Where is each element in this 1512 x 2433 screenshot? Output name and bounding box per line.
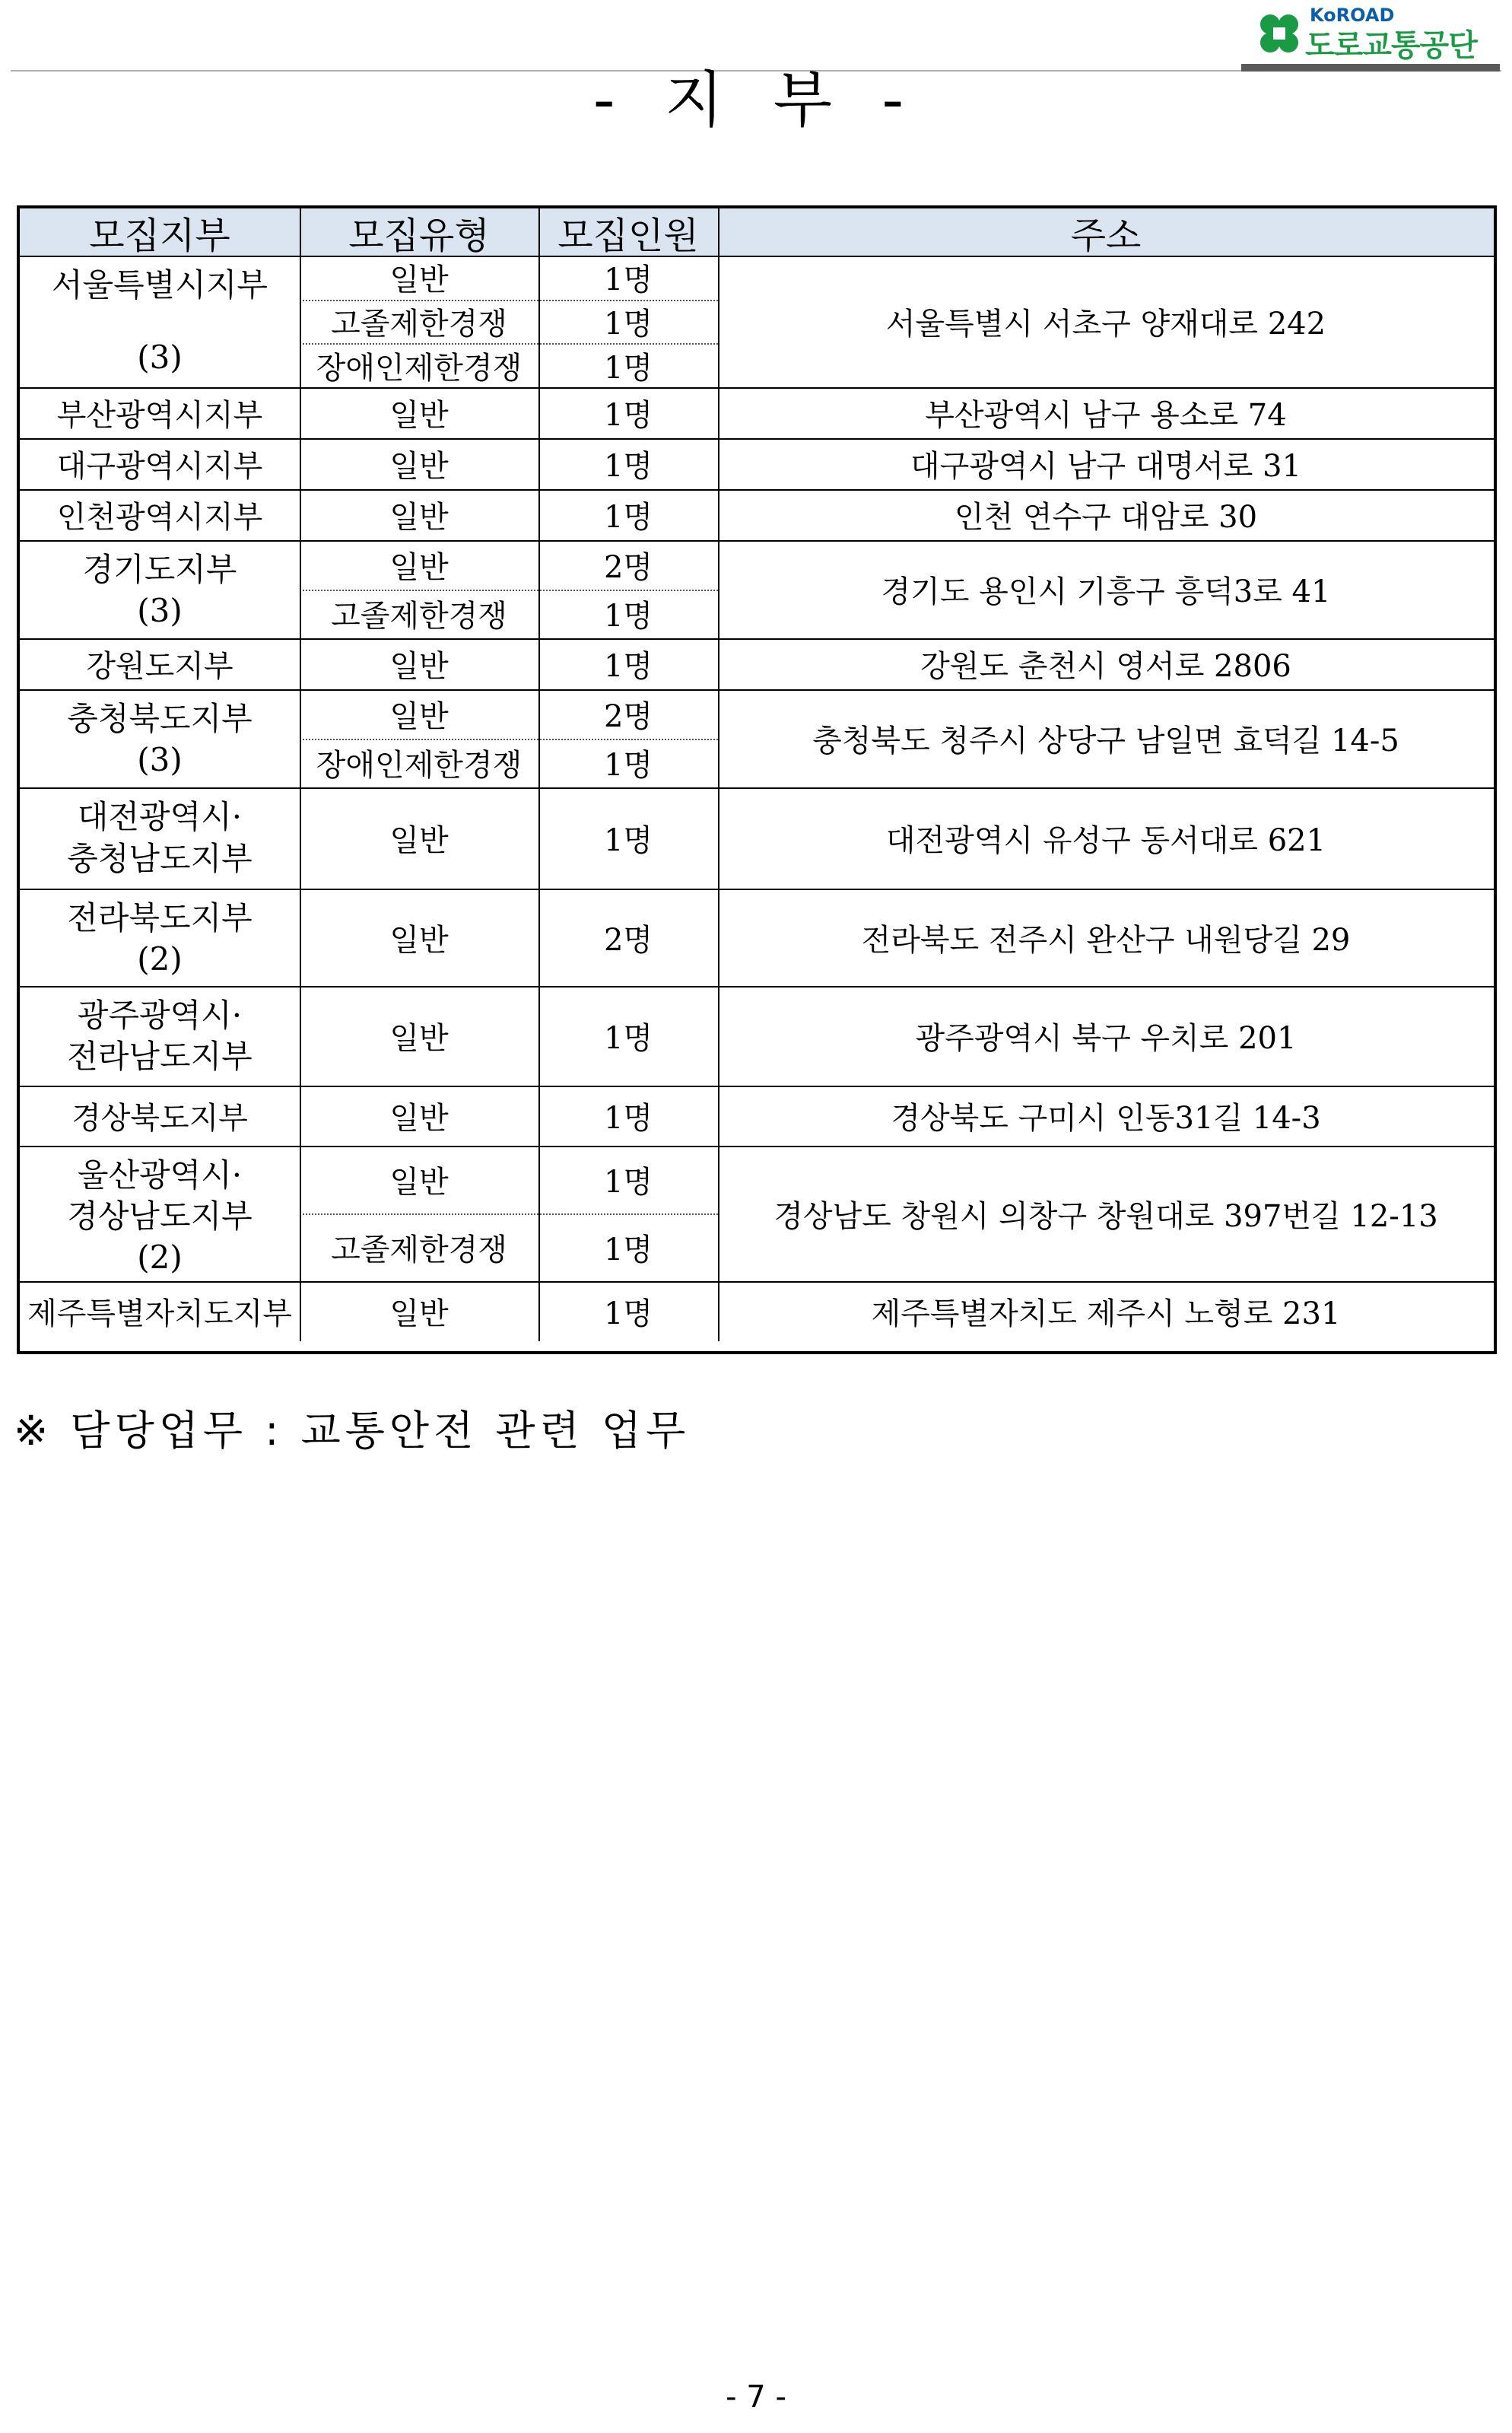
branch-cell: [20, 986, 300, 1086]
branch-cell: [20, 638, 300, 689]
column-divider: [538, 208, 540, 1341]
type-cell: 일반: [389, 1021, 449, 1056]
branch-cell: [20, 438, 300, 489]
row-divider-dotted: [300, 590, 718, 591]
type-cell: 일반: [389, 823, 449, 858]
address-cell: 전라북도 전주시 완산구 내원당길 29: [861, 922, 1351, 958]
logo-brand: KoROAD: [1310, 5, 1395, 26]
branch-name-line: 광주광역시·: [77, 997, 243, 1034]
branch-name-line: (2): [137, 940, 183, 978]
type-cell: 일반: [389, 449, 449, 484]
count-cell: 1명: [603, 823, 653, 858]
address-cell: 강원도 춘천시 영서로 2806: [920, 649, 1291, 684]
address-cell: 인천 연수구 대암로 30: [954, 500, 1258, 535]
type-cell: 장애인제한경쟁: [316, 350, 523, 386]
branch-name-line: 충청북도지부: [67, 700, 253, 737]
branch-name-line: (3): [137, 592, 183, 629]
type-cell: 일반: [389, 1165, 449, 1200]
branch-cell: [20, 540, 300, 638]
address-cell: 대전광역시 유성구 동서대로 621: [885, 823, 1326, 858]
branch-name-line: 경상북도지부: [71, 1101, 248, 1136]
count-cell: 1명: [603, 1165, 653, 1200]
address-cell: 경기도 용인시 기흥구 흥덕3로 41: [881, 574, 1331, 609]
count-cell: 1명: [603, 262, 653, 298]
count-cell: 1명: [603, 398, 653, 433]
branch-name-line: 울산광역시·: [77, 1156, 243, 1194]
type-cell: 고졸제한경쟁: [331, 1232, 507, 1267]
branch-name-line: (2): [137, 1239, 183, 1276]
row-divider-dotted: [300, 300, 718, 301]
branch-cell: [20, 256, 300, 387]
count-cell: 1명: [603, 599, 653, 634]
count-cell: 1명: [603, 449, 653, 484]
type-cell: 고졸제한경쟁: [331, 599, 507, 634]
type-cell: 일반: [389, 1296, 449, 1331]
clover-logo-icon: [1255, 9, 1304, 58]
address-cell: 광주광역시 북구 우치로 201: [915, 1021, 1297, 1056]
branch-name-line: 전라남도지부: [67, 1038, 253, 1075]
count-cell: 1명: [603, 350, 653, 386]
type-cell: 일반: [389, 500, 449, 535]
count-cell: 1명: [603, 748, 653, 784]
type-cell: 장애인제한경쟁: [316, 748, 523, 784]
branch-name-line: 부산광역시지부: [56, 398, 263, 433]
count-cell: 1명: [603, 500, 653, 535]
type-cell: 일반: [389, 922, 449, 958]
type-cell: 일반: [389, 262, 449, 298]
column-divider: [718, 208, 719, 1341]
address-cell: 부산광역시 남구 용소로 74: [925, 398, 1287, 433]
branch-name-line: 대전광역시·: [77, 798, 243, 835]
count-cell: 1명: [603, 1232, 653, 1267]
count-cell: 1명: [603, 649, 653, 684]
header-cell: 모집인원: [538, 208, 718, 256]
count-cell: 1명: [603, 306, 653, 342]
type-cell: 일반: [389, 549, 449, 585]
count-cell: 2명: [603, 549, 653, 585]
type-cell: 고졸제한경쟁: [331, 306, 507, 342]
type-cell: 일반: [389, 698, 449, 734]
branch-name-line: 경상남도지부: [67, 1197, 253, 1235]
logo-name: 도로교통공단: [1305, 28, 1477, 63]
branch-cell: [20, 489, 300, 540]
address-cell: 경상남도 창원시 의창구 창원대로 397번길 12-13: [773, 1198, 1438, 1234]
type-cell: 일반: [389, 398, 449, 433]
count-cell: 1명: [603, 1101, 653, 1136]
address-cell: 충청북도 청주시 상당구 남일면 효덕길 14-5: [812, 724, 1399, 759]
row-divider-dotted: [300, 739, 718, 740]
koroad-logo: [1232, 3, 1483, 64]
branch-cell: [20, 1281, 300, 1341]
address-cell: 경상북도 구미시 인동31길 14-3: [891, 1101, 1321, 1136]
branch-name-line: 강원도지부: [86, 649, 233, 684]
branch-name-line: 전라북도지부: [67, 899, 253, 937]
address-cell: 대구광역시 남구 대명서로 31: [910, 449, 1302, 484]
branch-name-line: (3): [137, 339, 183, 376]
type-cell: 일반: [389, 1101, 449, 1136]
branch-cell: [20, 689, 300, 787]
header-cell: 모집지부: [20, 208, 300, 256]
branch-name-line: 경기도지부: [82, 551, 237, 588]
branch-name-line: 대구광역시지부: [56, 449, 263, 484]
count-cell: 1명: [603, 1021, 653, 1056]
type-cell: 일반: [389, 649, 449, 684]
page-number: - 7 -: [726, 2380, 786, 2415]
count-cell: 2명: [603, 922, 653, 958]
branch-cell: [20, 1086, 300, 1146]
row-divider-dotted: [300, 343, 718, 345]
address-cell: 제주특별자치도 제주시 노형로 231: [871, 1296, 1341, 1331]
column-divider: [300, 208, 301, 1341]
branch-cell: [20, 889, 300, 986]
count-cell: 1명: [603, 1296, 653, 1331]
address-cell: 서울특별시 서초구 양재대로 242: [885, 307, 1326, 342]
header-cell: 모집유형: [300, 208, 538, 256]
branch-name-line: 서울특별시지부: [51, 266, 268, 304]
branch-name-line: (3): [137, 741, 183, 778]
row-divider-dotted: [300, 1213, 718, 1215]
duty-note: ※ 담당업무 : 교통안전 관련 업무: [14, 1407, 691, 1455]
branch-table: [17, 205, 1497, 1354]
page-title: - 지 부 -: [592, 65, 920, 135]
count-cell: 2명: [603, 698, 653, 734]
branch-cell: [20, 787, 300, 889]
branch-cell: [20, 1146, 300, 1281]
branch-cell: [20, 387, 300, 438]
branch-name-line: 인천광역시지부: [56, 500, 263, 535]
branch-name-line: 충청남도지부: [67, 840, 253, 877]
header-cell: 주소: [718, 208, 1494, 256]
branch-name-line: 제주특별자치도지부: [27, 1296, 292, 1331]
